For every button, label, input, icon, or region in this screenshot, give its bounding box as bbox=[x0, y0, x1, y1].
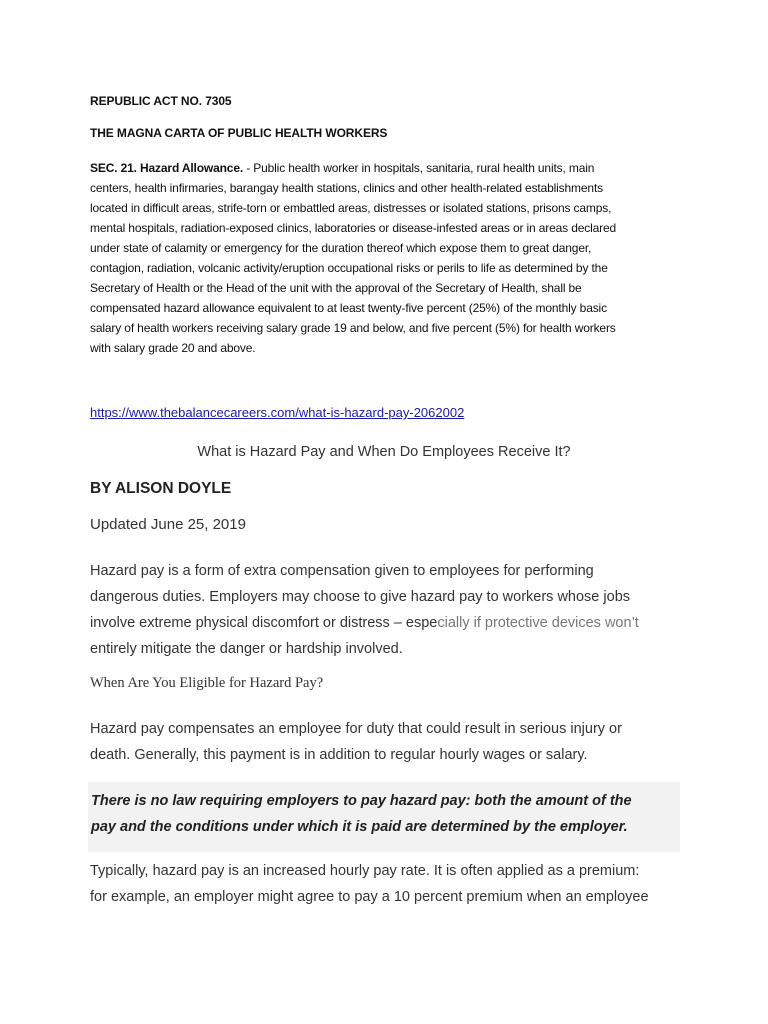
paragraph-line-text: involve extreme physical discomfort or distress – espe bbox=[90, 615, 438, 631]
paragraph-line: death. Generally, this payment is in addition to regular hourly wages or salary. bbox=[90, 747, 588, 763]
article-updated-date: Updated June 25, 2019 bbox=[90, 516, 246, 533]
section-21-paragraph bbox=[90, 158, 680, 358]
callout-line: There is no law requiring employers to pay hazard pay: both the amount of the bbox=[91, 793, 632, 809]
article-paragraph-1 bbox=[90, 558, 690, 662]
paragraph-line-faded-text: cially if protective devices won’t bbox=[437, 615, 639, 631]
callout-text bbox=[91, 788, 676, 840]
article-author: BY ALISON DOYLE bbox=[90, 480, 232, 497]
paragraph-line: for example, an employer might agree to pay a 10 percent premium when an employee bbox=[90, 889, 649, 905]
section-line: contagion, radiation, volcanic activity/eruption occupational risks or perils to life as determined by the bbox=[90, 261, 608, 275]
article-subheading: When Are You Eligible for Hazard Pay? bbox=[90, 675, 324, 691]
paragraph-line: Hazard pay is a form of extra compensation given to employees for performing bbox=[90, 563, 594, 579]
section-line-text: - Public health worker in hospitals, sanitaria, rural health units, main bbox=[243, 161, 595, 175]
section-heading: SEC. 21. Hazard Allowance. bbox=[90, 161, 244, 175]
section-line: mental hospitals, radiation-exposed clinics, laboratories or disease-infested areas or in areas declared bbox=[90, 221, 617, 235]
paragraph-line: Typically, hazard pay is an increased hourly pay rate. It is often applied as a premium: bbox=[90, 863, 640, 879]
callout-line: pay and the conditions under which it is paid are determined by the employer. bbox=[91, 819, 628, 835]
article-title: What is Hazard Pay and When Do Employees Receive It? bbox=[197, 444, 571, 460]
article-paragraph-2 bbox=[90, 716, 690, 768]
section-line bbox=[90, 158, 680, 178]
section-line: under state of calamity or emergency for the duration thereof which expose them to great danger, bbox=[90, 241, 592, 255]
paragraph-line: Hazard pay compensates an employee for duty that could result in serious injury or bbox=[90, 721, 622, 737]
article-paragraph-3 bbox=[90, 858, 690, 910]
source-link[interactable]: https://www.thebalancecareers.com/what-is-hazard-pay-2062002 bbox=[90, 405, 465, 420]
section-line: located in difficult areas, strife-torn or embattled areas, distresses or isolated stations, prisons camps, bbox=[90, 201, 612, 215]
section-line: salary of health workers receiving salary grade 19 and below, and five percent (5%) for health workers bbox=[90, 321, 616, 335]
paragraph-line: entirely mitigate the danger or hardship involved. bbox=[90, 641, 403, 657]
paragraph-line bbox=[90, 610, 690, 636]
section-line: with salary grade 20 and above. bbox=[90, 341, 256, 355]
section-line: compensated hazard allowance equivalent to at least twenty-five percent (25%) of the monthly basic bbox=[90, 301, 607, 315]
section-line: Secretary of Health or the Head of the unit with the approval of the Secretary of Health, shall be bbox=[90, 281, 582, 295]
act-number: REPUBLIC ACT NO. 7305 bbox=[90, 94, 232, 108]
act-title: THE MAGNA CARTA OF PUBLIC HEALTH WORKERS bbox=[90, 126, 388, 140]
section-line: centers, health infirmaries, barangay health stations, clinics and other health-related establishments bbox=[90, 181, 603, 195]
paragraph-line: dangerous duties. Employers may choose to give hazard pay to workers whose jobs bbox=[90, 589, 631, 605]
